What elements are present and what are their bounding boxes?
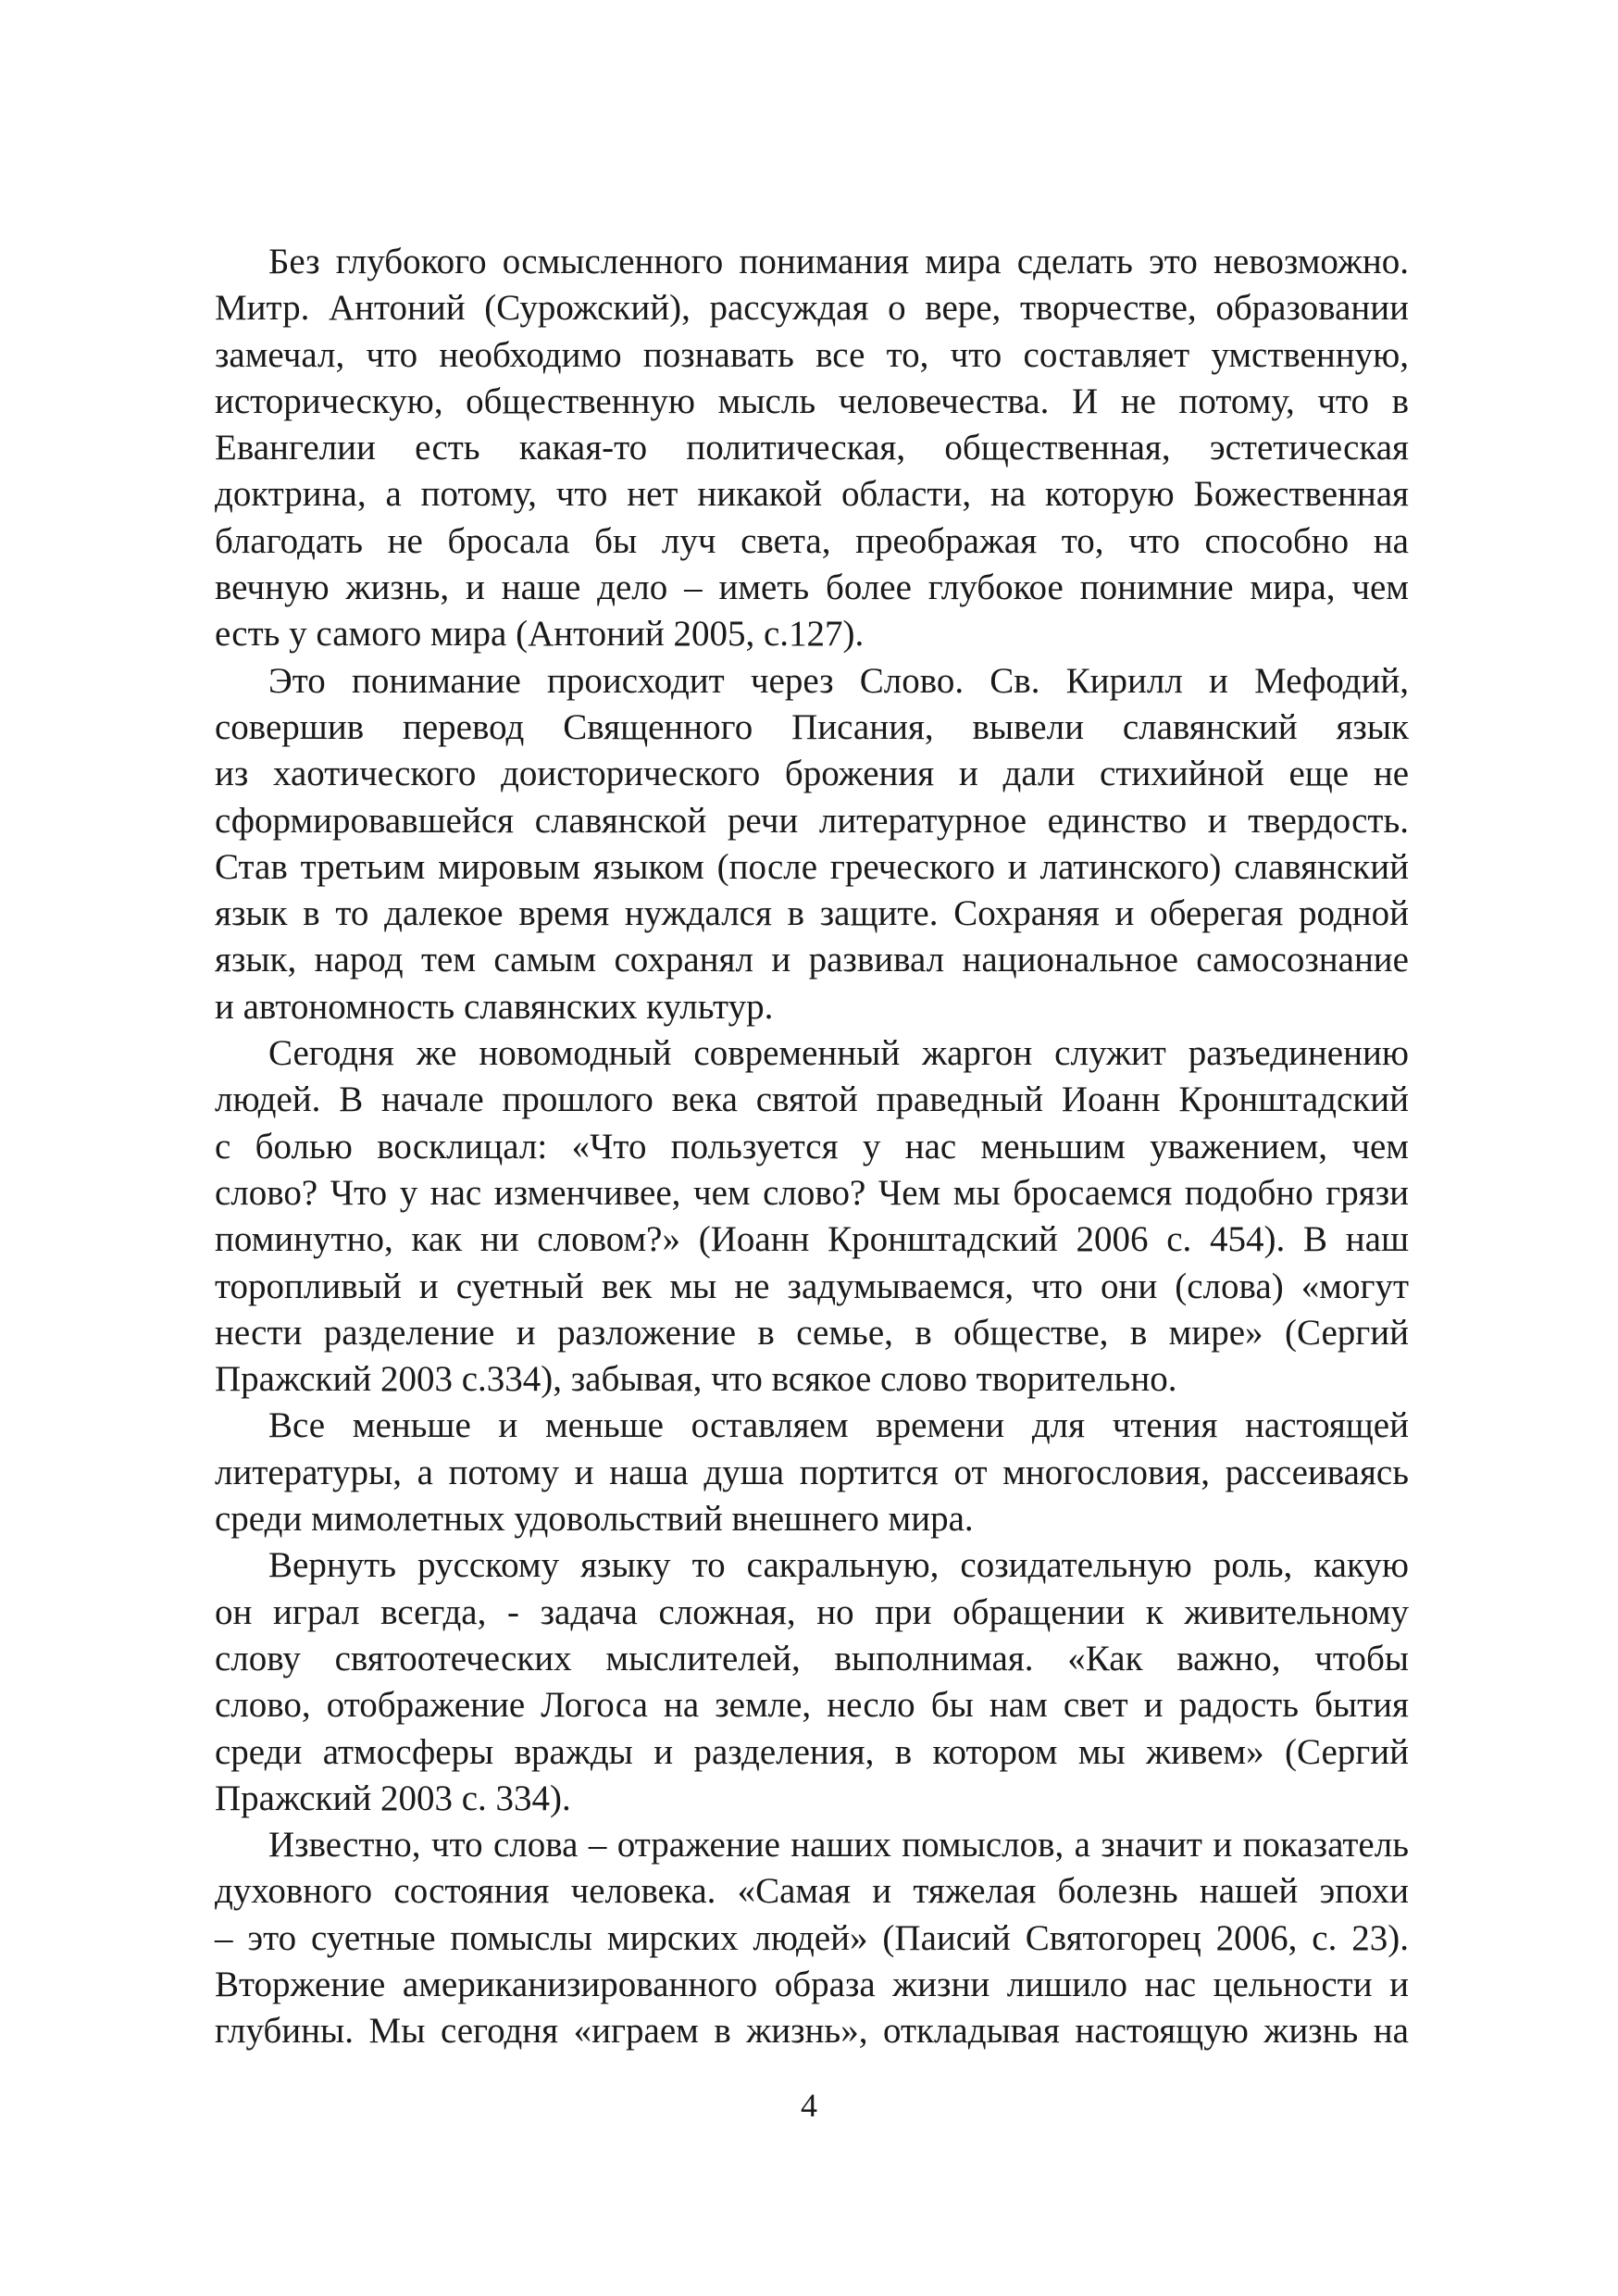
page-number: 4 [801,2087,817,2124]
text-line: слово, отображение Логоса на земле, несло бы нам свет и радость бытия [215,1685,1409,1726]
paragraph-3 [215,1030,1409,1403]
text-line: язык в то далекое время нуждался в защите. Сохраняя и оберегая родной [215,893,1409,934]
text-line: вечную жизнь, и наше дело – иметь более глубокое понимние мира, чем [215,568,1409,608]
text-line: слову святоотеческих мыслителей, выполнимая. «Как важно, чтобы [215,1638,1409,1678]
text-line: Став третьим мировым языком (после греческого и латинского) славянский [215,846,1409,887]
text-line: замечал, что необходимо познавать все то, что составляет умственную, [215,334,1409,375]
text-line: доктрина, а потому, что нет никакой области, на которую Божественная [215,474,1409,515]
text-line: глубины. Мы сегодня «играем в жизнь», откладывая настоящую жизнь на [215,2011,1409,2052]
text-line: нести разделение и разложение в семье, в обществе, в мире» (Сергий [215,1312,1409,1353]
text-line: Евангелии есть какая-то политическая, общественная, эстетическая [215,428,1409,468]
text-line: людей. В начале прошлого века святой праведный Иоанн Кронштадский [215,1079,1409,1120]
text-line: сформировавшейся славянской речи литературное единство и твердость. [215,800,1409,841]
text-line: Пражский 2003 с.334), забывая, что всякое слово творительно. [215,1359,1177,1400]
text-line: поминутно, как ни словом?» (Иоанн Кронштадский 2006 с. 454). В наш [215,1219,1409,1260]
text-line: Все меньше и меньше оставляем времени для чтения настоящей [268,1405,1409,1446]
text-line: Сегодня же новомодный современный жаргон служит разъединению [268,1033,1409,1074]
text-line: историческую, общественную мысль человечества. И не потому, что в [215,381,1409,421]
text-line: и автономность славянских культур. [215,986,774,1027]
text-line: среди атмосферы вражды и разделения, в котором мы живем» (Сергий [215,1731,1409,1772]
text-line: Без глубокого осмысленного понимания мира сделать это невозможно. [268,242,1409,281]
paragraph-6 [215,1822,1409,2054]
text-line: Митр. Антоний (Сурожский), рассуждая о вере, творчестве, образовании [215,288,1409,329]
paragraph-2 [215,658,1409,1030]
text-line: торопливый и суетный век мы не задумываемся, что они (слова) «могут [215,1266,1409,1306]
text-line: Вторжение американизированного образа жизни лишило нас цельности и [215,1964,1409,2004]
text-line: – это суетные помыслы мирских людей» (Паисий Святогорец 2006, с. 23). [215,1917,1409,1958]
text-line: Известно, что слова – отражение наших помыслов, а значит и показатель [268,1825,1409,1866]
body-text [215,239,1409,2055]
text-line: из хаотического доисторического брожения и дали стихийной еще не [215,754,1409,794]
text-line: среди мимолетных удовольствий внешнего мира. [215,1499,974,1540]
paragraph-5 [215,1542,1409,1822]
text-line: Пражский 2003 с. 334). [215,1778,571,1818]
text-line: слово? Что у нас изменчивее, чем слово? Чем мы бросаемся подобно грязи [215,1172,1409,1213]
text-line: благодать не бросала бы луч света, преображая то, что способно на [215,520,1409,561]
text-line: Вернуть русскому языку то сакральную, созидательную роль, какую [268,1545,1409,1586]
text-line: он играл всегда, - задача сложная, но при обращении к живительному [215,1591,1409,1632]
text-line: язык, народ тем самым сохранял и развивал национальное самосознание [215,940,1409,980]
text-line: совершив перевод Священного Писания, вывели славянский язык [215,706,1409,747]
text-line: литературы, а потому и наша душа портится от многословия, рассеиваясь [215,1452,1409,1492]
text-line: есть у самого мира (Антоний 2005, с.127). [215,614,865,655]
paragraph-4 [215,1403,1409,1542]
text-line: Это понимание происходит через Слово. Св. Кирилл и Мефодий, [268,660,1409,701]
text-line: с болью восклицал: «Что пользуется у нас меньшим уважением, чем [215,1126,1409,1167]
text-line: духовного состояния человека. «Самая и тяжелая болезнь нашей эпохи [215,1871,1409,1912]
paragraph-1 [215,239,1409,658]
